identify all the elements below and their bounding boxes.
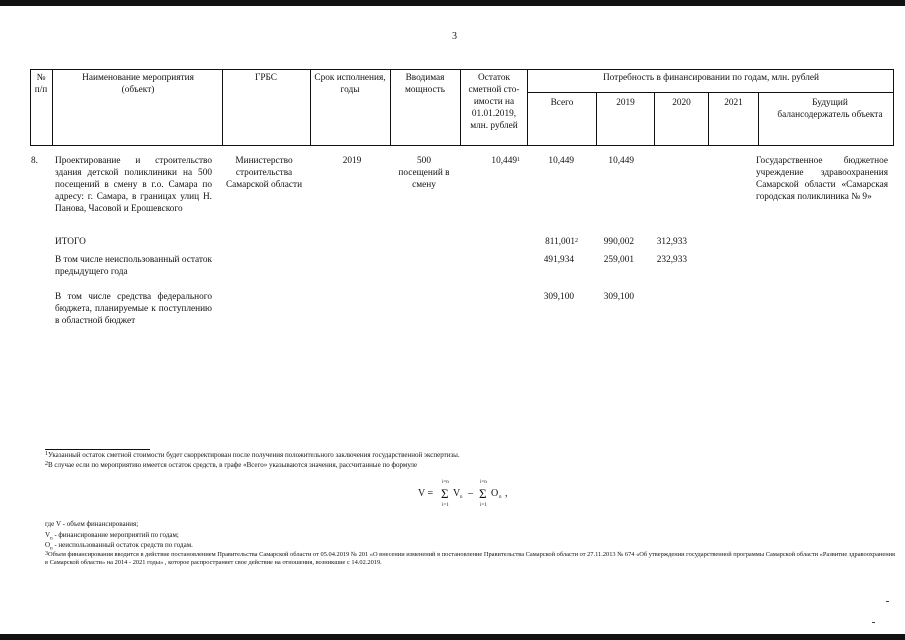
scan-speck: [872, 622, 875, 623]
itogo-total-value: 811,001: [545, 237, 575, 247]
header-need-group: Потребность в финансировании по годам, млн. рублей: [602, 73, 820, 83]
formula-sum-bottom: i=1: [442, 503, 449, 508]
col-divider: [893, 69, 894, 146]
footnote-ref-1: 1: [517, 157, 520, 163]
federal-2019: 309,100: [603, 292, 634, 302]
on-symbol: O: [45, 541, 51, 549]
footnote-3-text: Объем финансирования вводится в действие постановлением Правительства Самарской области от 05.04.2019 № 201 «О внесении изменений в постановление Правительства Самарской области от 27.11.2013 № 674 «Об утверждении государственной программы Самарской области «Развитие здравоохранения в Самарской области» на 2014 - 2021 годы» , которое распространяет свое действие на отношения, возникшие с 14.02.2019.: [45, 551, 895, 566]
footnote-1-text: Указанный остаток сметной стоимости будет скорректирован после получения положительного заключения государственной экспертизы.: [48, 451, 460, 459]
col-divider: [758, 92, 759, 146]
on-text: - неиспользованный остаток средств по годам.: [52, 541, 193, 549]
header-grbs: ГРБС: [254, 73, 278, 83]
header-capacity: Вводимая мощность: [405, 73, 445, 95]
col-divider: [222, 69, 223, 146]
itogo-2019: 990,002: [603, 237, 634, 247]
itogo-total: [526, 236, 578, 248]
footnote-ref-2: 2: [575, 238, 578, 244]
formula-sum-top: i=n: [442, 480, 449, 485]
footnote-2: [45, 461, 885, 470]
header-2020: 2020: [672, 98, 691, 108]
footnote-3: [45, 551, 895, 567]
vn-sub: n: [50, 536, 53, 542]
header-holder: Будущий балансодержатель объекта: [777, 98, 883, 120]
formula: [418, 478, 528, 512]
row-holder: Государственное бюджетное учреждение здравоохранения Самарской области «Самарская городская поликлиника № 9»: [756, 156, 888, 202]
col-divider: [310, 69, 311, 146]
col-divider: [30, 69, 31, 146]
row-grbs: Министерство строительства Самарской области: [225, 156, 303, 190]
unused-label: В том числе неиспользованный остаток предыдущего года: [55, 255, 212, 277]
row-total: 10,449: [548, 156, 574, 166]
header-2019: 2019: [616, 98, 635, 108]
unused-2019: 259,001: [603, 255, 634, 265]
table-header: [30, 69, 894, 146]
row-balance: [462, 155, 520, 167]
header-top-rule: [30, 69, 894, 70]
unused-total: 491,934: [543, 255, 574, 265]
footnote-3-mark: 3: [45, 551, 48, 557]
formula-v-sub: n: [460, 495, 463, 500]
header-term: Срок исполнения, годы: [314, 73, 386, 95]
footnote-2-text: В случае если по мероприятию имеется остаток средств, в графе «Всего» указываются значения, рассчитанные по формуле: [48, 461, 418, 469]
header-name: Наименование мероприятия (объект): [82, 73, 194, 95]
col-divider: [460, 69, 461, 146]
footnote-2-mark: 2: [45, 461, 48, 467]
header-balance: Остаток сметной сто-имости на 01.01.2019, млн. рублей: [468, 73, 520, 131]
formula-v: V: [453, 488, 461, 499]
row-term: 2019: [342, 156, 362, 166]
footnote-1-mark: 1: [45, 451, 48, 457]
unused-2020: 232,933: [656, 255, 687, 265]
col-divider: [52, 69, 53, 146]
formula-o: O: [491, 488, 499, 499]
footnote-separator: [45, 449, 150, 450]
vn-symbol: V: [45, 531, 51, 539]
col-divider: [527, 69, 528, 146]
itogo-label: ИТОГО: [55, 237, 86, 247]
scan-bottom-border: [0, 634, 905, 640]
formula-end: ,: [505, 488, 508, 499]
col-divider: [390, 69, 391, 146]
scan-speck: [886, 601, 889, 602]
header-sub-rule: [527, 92, 894, 93]
row-number: 8.: [31, 156, 38, 166]
row-capacity: 500 посещений в смену: [398, 156, 450, 190]
col-divider: [596, 92, 597, 146]
itogo-2020: 312,933: [656, 237, 687, 247]
header-2021: 2021: [724, 98, 743, 108]
page-number: 3: [452, 31, 457, 42]
row-balance-value: 10,449: [491, 156, 517, 166]
formula-minus: –: [468, 488, 473, 499]
where-v: где V - объем финансирования;: [45, 520, 139, 528]
federal-total: 309,100: [543, 292, 574, 302]
footnote-1: [45, 451, 885, 460]
formula-sum2-top: i=n: [480, 480, 487, 485]
header-bottom-rule: [30, 145, 894, 146]
federal-label: В том числе средства федерального бюджета, планируемые к поступлению в областной бюджет: [55, 292, 212, 326]
row-name: Проектирование и строительство здания детской поликлиники на 500 посещений в смену в г.о. Самара по адресу: г. Самара, в границах улиц Н. Панова, Часовой и Ерошевского: [55, 156, 212, 214]
formula-sum: Σ: [441, 486, 449, 501]
header-total: Всего: [550, 98, 574, 108]
formula-lhs: V =: [418, 488, 434, 499]
header-no: № п/п: [34, 73, 48, 95]
formula-sum2-bottom: i=1: [480, 503, 487, 508]
col-divider: [708, 92, 709, 146]
on-sub: n: [50, 546, 53, 552]
formula-sum2: Σ: [479, 486, 487, 501]
row-2019: 10,449: [608, 156, 634, 166]
vn-text: - финансирование мероприятий по годам;: [52, 531, 179, 539]
scan-top-border: [0, 0, 905, 6]
formula-o-sub: n: [499, 495, 502, 500]
col-divider: [654, 92, 655, 146]
